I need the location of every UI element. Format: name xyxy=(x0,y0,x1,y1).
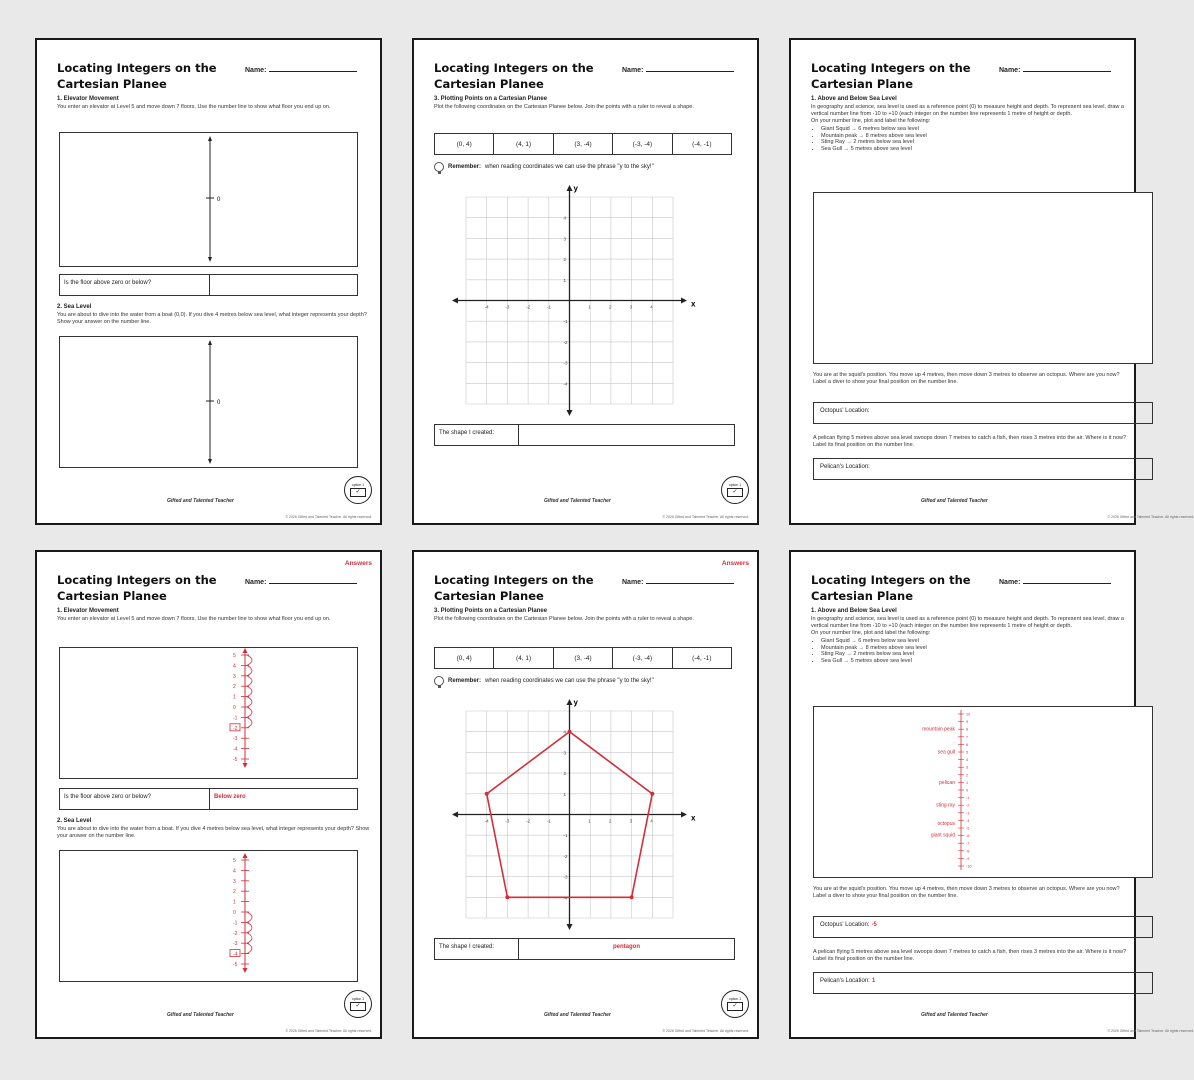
instruction-text: On your number line, plot and label the following: xyxy=(811,118,931,124)
x-tick-label: -1 xyxy=(546,304,551,310)
option-badge xyxy=(344,476,372,504)
y-tick-label: -2 xyxy=(563,339,568,345)
tick-label: 8 xyxy=(966,727,969,732)
pelican-row xyxy=(813,458,1153,480)
tick-label: -4 xyxy=(233,746,238,753)
tick-label: -2 xyxy=(233,930,238,937)
zero-label: 0 xyxy=(217,400,221,406)
brand-logo: Gifted and Talented Teacher xyxy=(167,498,234,504)
section-title: 1. Elevator Movement xyxy=(57,96,119,102)
tick-label: -5 xyxy=(233,757,238,763)
worksheet-plotting-answers xyxy=(412,550,759,1039)
tick-label: -1 xyxy=(233,920,238,927)
worksheet-elevator xyxy=(35,38,382,525)
remember-label: Remember: xyxy=(448,164,482,170)
copyright: © 2026 Gifted and Talented Teacher. All rights reserved. xyxy=(1107,1029,1194,1033)
coordinate-cell: (-4, -1) xyxy=(692,654,712,662)
list-item: • Sting Ray → 2 metres below sea level xyxy=(821,139,1124,146)
y-tick-label: 2 xyxy=(563,257,567,263)
copyright: © 2026 Gifted and Talented Teacher. All rights reserved. xyxy=(285,1029,372,1033)
tick-label: 6 xyxy=(966,742,969,747)
section-text: You enter an elevator at Level 5 and move down 7 floors. Use the number line to show what floor you end up on. xyxy=(57,104,331,110)
check-icon: ✓ xyxy=(350,1002,366,1011)
copyright: © 2026 Gifted and Talented Teacher. All rights reserved. xyxy=(285,515,372,519)
x-tick-label: 1 xyxy=(588,304,591,310)
plotted-label: mountain peak xyxy=(922,726,955,733)
plotted-point xyxy=(650,792,654,796)
tick-label: -3 xyxy=(233,941,238,948)
pelican-label: Pelican's Location: xyxy=(820,978,870,984)
answer-cell[interactable]: Below zero xyxy=(214,794,246,800)
x-tick-label: 1 xyxy=(588,818,591,824)
octopus-answer[interactable]: -5 xyxy=(871,922,877,928)
worksheet-sea-level-answers xyxy=(789,550,1194,1039)
check-icon: ✓ xyxy=(727,488,743,497)
list-item: • Mountain peak → 8 metres above sea level xyxy=(821,133,1124,140)
answer-number-line-2 xyxy=(37,552,384,1041)
answers-label: Answers xyxy=(721,560,749,567)
y-axis-arrow-icon xyxy=(567,410,573,416)
remember-label: Remember: xyxy=(448,678,482,684)
plotted-label: sting ray xyxy=(936,802,955,809)
badge-text: option 1 xyxy=(728,483,742,487)
tick-label: -7 xyxy=(966,841,970,846)
section-text: In geography and science, sea level is used as a reference point (0) to measure height and depth. To represent sea level, draw a vertical number line from -10 to +10 (each integer on the number line represents 1 metre of height or depth. xyxy=(811,616,1124,629)
pelican-label: Pelican's Location: xyxy=(820,464,870,470)
sea-level-number-line xyxy=(791,552,1138,1041)
tick-label: -2 xyxy=(233,725,238,732)
x-axis-label: x xyxy=(691,813,696,823)
coordinate-cell: (-3, -4) xyxy=(613,648,672,668)
y-tick-label: 1 xyxy=(563,791,567,797)
y-axis-label: y xyxy=(573,698,578,707)
tick-label: -1 xyxy=(233,715,238,722)
tick-label: 7 xyxy=(966,735,969,740)
plotted-point xyxy=(568,730,572,734)
name-label: Name: xyxy=(999,67,1021,74)
y-tick-label: 1 xyxy=(563,277,567,283)
y-tick-label: 4 xyxy=(563,215,567,221)
y-tick-label: -4 xyxy=(563,895,568,901)
y-axis-arrow-icon xyxy=(567,185,573,191)
tick-label: 3 xyxy=(233,878,236,885)
list-item: • Sea Gull → 5 metres above sea level xyxy=(821,658,1124,665)
page-title: Locating Integers on the Cartesian Planee xyxy=(434,573,594,603)
shape-answer-row xyxy=(434,424,735,446)
tick-label: 1 xyxy=(233,899,236,906)
x-axis-arrow-icon xyxy=(452,298,458,304)
list-item: • Mountain peak → 8 metres above sea level xyxy=(821,645,1124,652)
name-label: Name: xyxy=(999,579,1021,586)
coordinate-cell: (3, -4) xyxy=(554,134,613,154)
plotted-point xyxy=(630,895,634,899)
question-text: You are at the squid's position. You move up 4 metres, then move down 3 metres to observe an octopus. Where are you now? Label a diver to show your final position on the number line. xyxy=(813,372,1120,385)
shape-answer-cell[interactable]: pentagon xyxy=(613,944,640,950)
copyright: © 2026 Gifted and Talented Teacher. All rights reserved. xyxy=(1107,515,1194,519)
cartesian-grid xyxy=(414,40,761,527)
list-item: • Giant Squid → 6 metres below sea level xyxy=(821,638,1124,645)
x-tick-label: 4 xyxy=(650,818,653,824)
y-tick-label: -1 xyxy=(563,833,568,839)
section-text: In geography and science, sea level is used as a reference point (0) to measure height and depth. To represent sea level, draw a vertical number line from -10 to +10 (each integer on the number line represents 1 metre of height or depth. xyxy=(811,104,1124,117)
question-label: Is the floor above zero or below? xyxy=(60,275,210,295)
y-axis-arrow-icon xyxy=(567,699,573,705)
section-title: 2. Sea Level xyxy=(57,818,92,824)
instruction-text: On your number line, plot and label the following: xyxy=(811,630,931,636)
tick-label: -5 xyxy=(966,826,970,831)
y-tick-label: 2 xyxy=(563,771,567,777)
x-tick-label: -3 xyxy=(505,304,510,310)
x-axis-arrow-icon xyxy=(452,812,458,818)
arrow-up-icon xyxy=(243,853,248,858)
tick-label: 4 xyxy=(966,758,969,763)
y-axis-label: y xyxy=(573,184,578,193)
section-title: 3. Plotting Points on a Cartesian Planee xyxy=(434,96,548,102)
brand-logo: Gifted and Talented Teacher xyxy=(921,498,988,504)
check-icon: ✓ xyxy=(350,488,366,497)
plotted-point xyxy=(505,895,509,899)
section-title: 3. Plotting Points on a Cartesian Planee xyxy=(434,608,548,614)
coordinate-cell: (-3, -4) xyxy=(613,134,672,154)
page-title: Locating Integers on the Cartesian Planee xyxy=(57,573,217,603)
shape-answer-cell[interactable] xyxy=(519,425,734,445)
section-title: 1. Above and Below Sea Level xyxy=(811,96,897,102)
tick-label: 2 xyxy=(233,889,236,896)
list-item: • Giant Squid → 6 metres below sea level xyxy=(821,126,1124,133)
tick-label: -9 xyxy=(966,856,970,861)
bullet-list xyxy=(821,126,1124,152)
plotted-label: pelican xyxy=(939,779,955,786)
section-text: You enter an elevator at Level 5 and move down 7 floors. Use the number line to show what floor you end up on. xyxy=(57,616,331,622)
tick-label: 1 xyxy=(233,694,236,701)
option-badge xyxy=(721,476,749,504)
tick-label: 4 xyxy=(233,868,236,875)
arrow-down-icon xyxy=(243,968,248,973)
badge-text: option 1 xyxy=(351,997,365,1001)
coordinate-cell: (0, 4) xyxy=(435,648,494,668)
tick-label: -10 xyxy=(966,864,972,869)
tick-label: 0 xyxy=(233,910,236,916)
x-axis-arrow-icon xyxy=(681,812,687,818)
tick-label: 1 xyxy=(966,780,969,785)
x-tick-label: 3 xyxy=(629,818,633,824)
page-title: Locating Integers on the Cartesian Planee xyxy=(434,61,594,91)
name-label: Name: xyxy=(245,579,267,586)
tick-label: 10 xyxy=(966,712,971,717)
hop-arc xyxy=(247,922,252,932)
octopus-label: Octopus' Location: xyxy=(820,408,870,414)
number-line-box xyxy=(813,192,1153,364)
shape-answer-row xyxy=(434,938,735,960)
coordinate-cell: (3, -4) xyxy=(554,648,613,668)
y-tick-label: 3 xyxy=(563,236,567,242)
tick-label: 2 xyxy=(966,773,969,778)
badge-text: option 1 xyxy=(728,997,742,1001)
plotted-point xyxy=(485,792,489,796)
section-text: Plot the following coordinates on the Cartesian Planee below. Join the points with a ruler to reveal a shape. xyxy=(434,616,694,622)
page-title: Locating Integers on the Cartesian Plane xyxy=(811,61,971,91)
tick-label: 2 xyxy=(233,684,236,691)
pelican-answer[interactable]: 1 xyxy=(871,978,876,984)
remember-text: when reading coordinates we can use the phrase "y to the sky!" xyxy=(485,164,654,170)
coordinate-cell: (4, 1) xyxy=(494,134,553,154)
x-axis-label: x xyxy=(691,299,696,309)
octopus-label: Octopus' Location: xyxy=(820,922,870,928)
tick-label: -3 xyxy=(233,736,238,743)
copyright: © 2026 Gifted and Talented Teacher. All rights reserved. xyxy=(662,515,749,519)
x-tick-label: 4 xyxy=(650,304,653,310)
list-item: • Sea Gull → 5 metres above sea level xyxy=(821,146,1124,153)
x-tick-label: 2 xyxy=(608,818,612,824)
coordinate-cell: (4, 1) xyxy=(494,648,553,668)
shape-label: The shape I created: xyxy=(435,939,519,959)
plotted-label: sea gull xyxy=(937,749,955,756)
tick-label: -3 xyxy=(966,811,970,816)
page-title: Locating Integers on the Cartesian Plane xyxy=(811,573,971,603)
copyright: © 2026 Gifted and Talented Teacher. All rights reserved. xyxy=(662,1029,749,1033)
tick-label: 0 xyxy=(233,705,236,711)
tick-label: 9 xyxy=(966,720,969,725)
badge-text: option 1 xyxy=(351,483,365,487)
pelican-row xyxy=(813,972,1153,994)
y-tick-label: -2 xyxy=(563,853,568,859)
hop-arc xyxy=(247,933,252,943)
option-badge xyxy=(344,990,372,1018)
tick-label: -2 xyxy=(966,803,970,808)
question-text: A pelican flying 5 metres above sea level swoops down 7 metres to catch a fish, then rises 3 metres into the air. Where is it now? Label its final position on the number line. xyxy=(813,435,1127,448)
y-tick-label: -3 xyxy=(563,360,568,366)
octopus-row xyxy=(813,402,1153,424)
tick-label: -1 xyxy=(966,796,970,801)
brand-logo: Gifted and Talented Teacher xyxy=(544,498,611,504)
x-tick-label: -4 xyxy=(484,304,489,310)
brand-logo: Gifted and Talented Teacher xyxy=(167,1012,234,1018)
remember-text: when reading coordinates we can use the phrase "y to the sky!" xyxy=(485,678,654,684)
tick-label: 5 xyxy=(233,858,236,864)
check-icon: ✓ xyxy=(727,1002,743,1011)
tick-label: 5 xyxy=(233,653,236,659)
tick-label: -6 xyxy=(966,834,970,839)
x-tick-label: -1 xyxy=(546,818,551,824)
coordinate-cell: (0, 4) xyxy=(435,134,494,154)
y-axis-arrow-icon xyxy=(567,924,573,930)
y-tick-label: -1 xyxy=(563,319,568,325)
worksheet-plotting xyxy=(412,38,759,525)
x-tick-label: 3 xyxy=(629,304,633,310)
tick-label: -8 xyxy=(966,849,970,854)
section-title: 1. Elevator Movement xyxy=(57,608,119,614)
name-label: Name: xyxy=(622,579,644,586)
brand-logo: Gifted and Talented Teacher xyxy=(544,1012,611,1018)
tick-label: 0 xyxy=(966,788,969,793)
x-tick-label: -2 xyxy=(526,304,531,310)
list-item: • Sting Ray → 2 metres below sea level xyxy=(821,651,1124,658)
answers-label: Answers xyxy=(344,560,372,567)
tick-label: 4 xyxy=(233,663,236,670)
section-title: 1. Above and Below Sea Level xyxy=(811,608,897,614)
plotted-label: giant squid xyxy=(930,832,955,839)
section-text: You are about to dive into the water from a boat (0,0). If you dive 4 metres below sea level, what integer represents your depth? Show your answer on the number line. xyxy=(57,312,367,325)
tick-label: -4 xyxy=(233,951,238,958)
worksheet-sea-level xyxy=(789,38,1194,525)
y-tick-label: -4 xyxy=(563,381,568,387)
name-label: Name: xyxy=(245,67,267,74)
number-line-2 xyxy=(37,40,384,527)
x-axis-arrow-icon xyxy=(681,298,687,304)
hop-arc xyxy=(247,943,252,953)
shape-label: The shape I created: xyxy=(435,425,519,445)
y-tick-label: 3 xyxy=(563,750,567,756)
y-tick-label: -3 xyxy=(563,874,568,880)
y-tick-label: 4 xyxy=(563,729,567,735)
cartesian-grid xyxy=(414,552,761,1041)
tick-label: -5 xyxy=(233,962,238,968)
coordinate-cell: (-4, -1) xyxy=(692,140,712,148)
page-title: Locating Integers on the Cartesian Planee xyxy=(57,61,217,91)
x-tick-label: -2 xyxy=(526,818,531,824)
x-tick-label: -3 xyxy=(505,818,510,824)
question-text: A pelican flying 5 metres above sea level swoops down 7 metres to catch a fish, then rises 3 metres into the air. Where is it now? Label its final position on the number line. xyxy=(813,949,1127,962)
octopus-row xyxy=(813,916,1153,938)
option-badge xyxy=(721,990,749,1018)
tick-label: 3 xyxy=(966,765,969,770)
question-label: Is the floor above zero or below? xyxy=(60,789,210,809)
section-title: 2. Sea Level xyxy=(57,304,92,310)
question-text: You are at the squid's position. You move up 4 metres, then move down 3 metres to observe an octopus. Where are you now? Label a diver to show your final position on the number line. xyxy=(813,886,1120,899)
worksheet-elevator-answers xyxy=(35,550,382,1039)
zero-label: 0 xyxy=(217,197,221,203)
tick-label: 3 xyxy=(233,673,236,680)
brand-logo: Gifted and Talented Teacher xyxy=(921,1012,988,1018)
section-text: You are about to dive into the water from a boat. If you dive 4 metres below sea level, what integer represents your depth? Show your answer on the number line. xyxy=(57,826,370,839)
section-text: Plot the following coordinates on the Cartesian Planee below. Join the points with a ruler to reveal a shape. xyxy=(434,104,694,110)
tick-label: 5 xyxy=(966,750,969,755)
hop-arc xyxy=(247,912,252,922)
x-tick-label: 2 xyxy=(608,304,612,310)
x-tick-label: -4 xyxy=(484,818,489,824)
plotted-label: octopus xyxy=(937,821,955,827)
tick-label: -4 xyxy=(966,818,970,823)
name-label: Name: xyxy=(622,67,644,74)
